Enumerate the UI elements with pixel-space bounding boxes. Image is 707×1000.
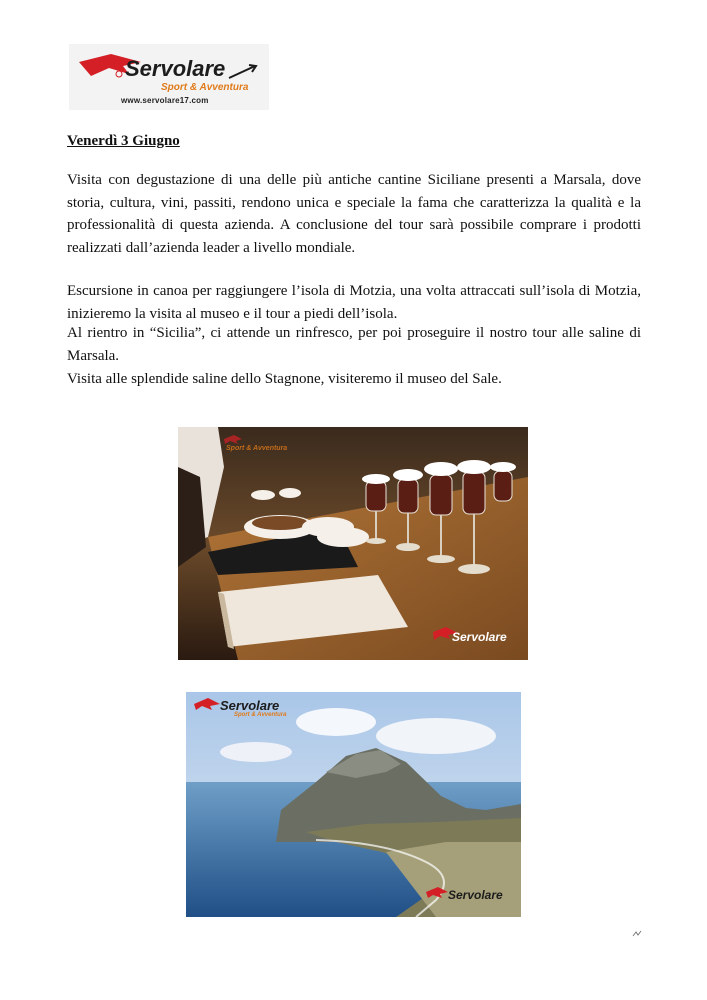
paragraph-return: Al rientro in “Sicilia”, ci attende un rinfresco, per poi proseguire il nostro tour alle saline di Marsala. [67, 325, 641, 364]
wine-tasting-photo [178, 427, 528, 660]
arrow-icon [229, 65, 256, 78]
photo-watermark-tagline: Sport & Avventura [226, 445, 288, 452]
logo-tagline-text: Sport & Avventura [161, 82, 249, 93]
coast-watermark-top-tagline: Sport & Avventura [234, 712, 287, 718]
logo-url: www.servolare17.com [121, 96, 209, 105]
logo-brand-text: Servolare [125, 56, 226, 81]
registered-mark-icon [116, 71, 122, 77]
paragraph-winery: Visita con degustazione di una delle più antiche cantine Siciliane presenti a Marsala, dove storia, cultura, vini, passiti, rendono unica e speciale la fama che caratterizza la qualità e la professionalità di questa azienda. A conclusione del tour sarà possibile comprare i prodotti realizzati dall’azienda leader a livello mondiale. [67, 172, 641, 256]
photo-watermark: Servolare [452, 630, 507, 644]
coast-watermark-top: Servolare [220, 698, 280, 713]
day-heading: Venerdì 3 Giugno [67, 133, 180, 149]
paragraph-saline: Visita alle splendide saline dello Stagnone, visiteremo il museo del Sale. [67, 371, 502, 387]
coast-watermark-bottom: Servolare [448, 888, 503, 902]
paragraph-canoe: Escursione in canoa per raggiungere l’isola di Motzia, una volta attraccati sull’isola di Motzia, inizieremo la visita al museo e il tour a piedi dell’isola. [67, 283, 641, 322]
servolare-logo [69, 44, 269, 110]
page-mark [632, 930, 642, 940]
coast-photo [186, 692, 521, 917]
